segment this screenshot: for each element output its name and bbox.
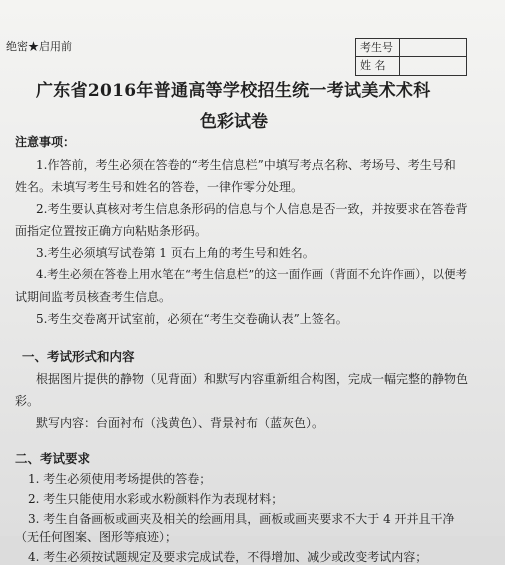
- notice-line: 3.考生必须填写试卷第 1 页右上角的考生号和姓名。: [36, 246, 315, 260]
- notice-line: 1.作答前，考生必须在答卷的“考生信息栏”中填写考点名称、考场号、考生号和: [36, 158, 456, 172]
- section-two-line: 4. 考生必须按试题规定及要求完成试卷，不得增加、减少或改变考试内容；: [28, 550, 428, 564]
- section-two-line: 2. 考生只能使用水彩或水粉颜料作为表现材料；: [28, 492, 284, 506]
- section-one-line: 默写内容：台面衬布（浅黄色）、背景衬布（蓝灰色）。: [36, 416, 325, 430]
- name-label: 姓 名: [356, 57, 400, 75]
- name-row: [356, 57, 466, 75]
- candidate-id-box: [355, 38, 467, 76]
- notice-line: 5.考生交卷离开试室前，必须在“考生交卷确认表”上签名。: [36, 312, 348, 326]
- notice-line: 面指定位置按正确方向粘贴条形码。: [15, 224, 208, 238]
- notice-line: 2.考生要认真核对考生信息条形码的信息与个人信息是否一致，并按要求在答卷背: [36, 202, 468, 216]
- section-one-line: 彩。: [15, 394, 40, 408]
- section-two-line: 1. 考生必须使用考场提供的答卷；: [28, 472, 212, 486]
- notice-line: 试期间监考员核查考生信息。: [15, 290, 172, 304]
- exam-number-row: [356, 39, 466, 57]
- section-one-heading: 一、考试形式和内容: [22, 349, 135, 364]
- secret-label: 绝密★启用前: [6, 40, 72, 53]
- exam-subtitle: 色彩试卷: [200, 112, 268, 132]
- exam-number-label: 考生号: [356, 39, 400, 56]
- section-one-line: 根据图片提供的静物（见背面）和默写内容重新组合构图，完成一幅完整的静物色: [36, 372, 469, 386]
- notice-heading: 注意事项：: [15, 135, 76, 149]
- section-two-heading: 二、考试要求: [15, 451, 91, 466]
- notice-line: 姓名。未填写考生号和姓名的答卷，一律作零分处理。: [15, 180, 304, 194]
- notice-line: 4.考生必须在答卷上用水笔在“考生信息栏”的这一面作画（背面不允许作画），以便考: [36, 267, 467, 281]
- section-two-line: （无任何图案、图形等痕迹）；: [15, 530, 178, 544]
- exam-title: 广东省2016年普通高等学校招生统一考试美术术科: [36, 81, 431, 101]
- section-two-line: 3. 考生自备画板或画夹及相关的绘画用具，画板或画夹要求不大于 4 开并且干净: [28, 512, 455, 526]
